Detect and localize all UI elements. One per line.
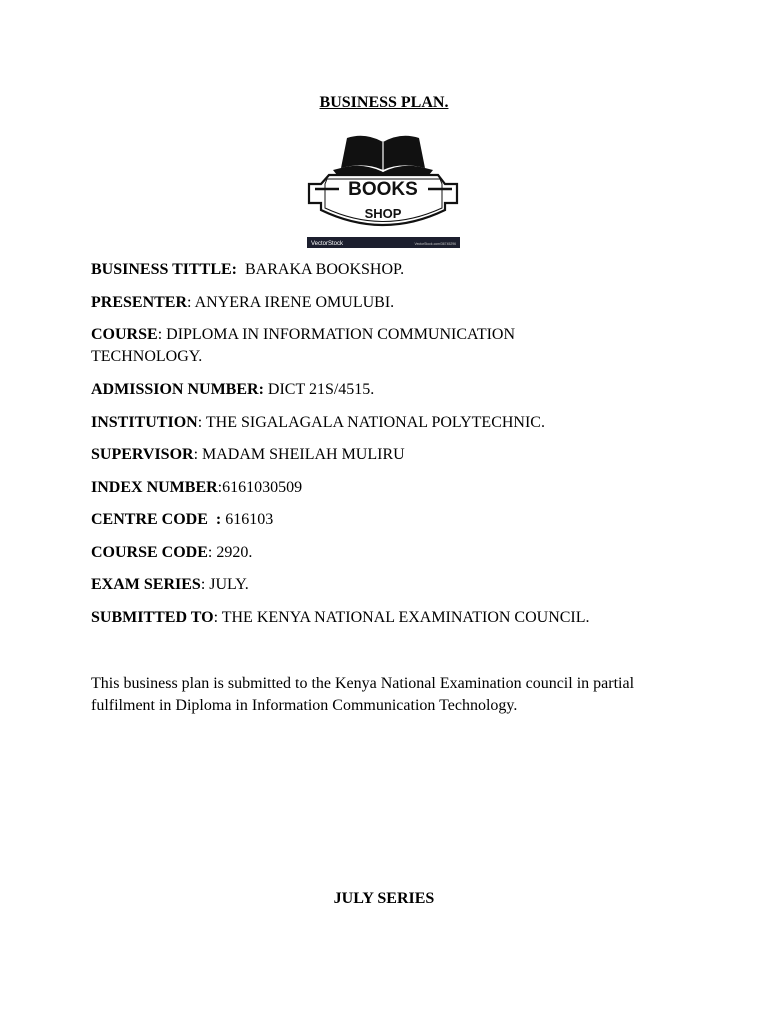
field-value: 616103 xyxy=(221,511,274,528)
field-value: DICT 21S/4515. xyxy=(263,381,375,398)
logo-shop-text: SHOP xyxy=(364,206,402,221)
field-value: : THE KENYA NATIONAL EXAMINATION COUNCIL. xyxy=(213,609,590,626)
field-label: INSTITUTION xyxy=(91,414,198,431)
field-label: BUSINESS TITTLE: xyxy=(91,261,237,278)
books-shop-logo xyxy=(305,128,462,250)
field-label: INDEX NUMBER xyxy=(91,479,218,496)
field-supervisor xyxy=(91,444,691,466)
watermark-right: VectorStock.com/36745296 xyxy=(414,242,456,246)
field-label: SUPERVISOR xyxy=(91,446,194,463)
field-label: ADMISSION NUMBER: xyxy=(91,381,264,398)
field-label: EXAM SERIES xyxy=(91,576,201,593)
field-institution xyxy=(91,412,691,434)
document-title: BUSINESS PLAN. xyxy=(319,94,449,111)
field-value: : JULY. xyxy=(200,576,249,593)
field-course xyxy=(91,324,571,368)
field-course-code xyxy=(91,542,691,564)
open-book-icon xyxy=(333,136,433,175)
field-admission-number xyxy=(91,379,691,401)
field-value: BARAKA BOOKSHOP. xyxy=(237,261,405,278)
watermark-left: VectorStock xyxy=(311,241,344,247)
field-label: SUBMITTED TO xyxy=(91,609,214,626)
field-exam-series xyxy=(91,574,691,596)
field-label: PRESENTER xyxy=(91,294,188,311)
field-value: : THE SIGALAGALA NATIONAL POLYTECHNIC. xyxy=(197,414,545,431)
field-value: : DIPLOMA IN INFORMATION COMMUNICATION TECHNOLOGY. xyxy=(91,326,516,365)
field-label: COURSE xyxy=(91,326,158,343)
field-label: COURSE CODE xyxy=(91,544,208,561)
field-value: :6161030509 xyxy=(217,479,303,496)
field-centre-code xyxy=(91,509,691,531)
field-business-title xyxy=(91,259,691,281)
footer-series: JULY SERIES xyxy=(333,890,435,907)
field-submitted-to xyxy=(91,607,691,629)
logo-books-text: BOOKS xyxy=(348,179,418,200)
field-label: CENTRE CODE : xyxy=(91,511,222,528)
field-value: : 2920. xyxy=(207,544,253,561)
field-presenter xyxy=(91,292,691,314)
field-value: : ANYERA IRENE OMULUBI. xyxy=(187,294,395,311)
field-index-number xyxy=(91,477,691,499)
field-value: : MADAM SHEILAH MULIRU xyxy=(193,446,405,463)
submission-statement: This business plan is submitted to the Kenya National Examination council in partial fulfilment in Diploma in Information Communication Technology. xyxy=(91,675,635,714)
